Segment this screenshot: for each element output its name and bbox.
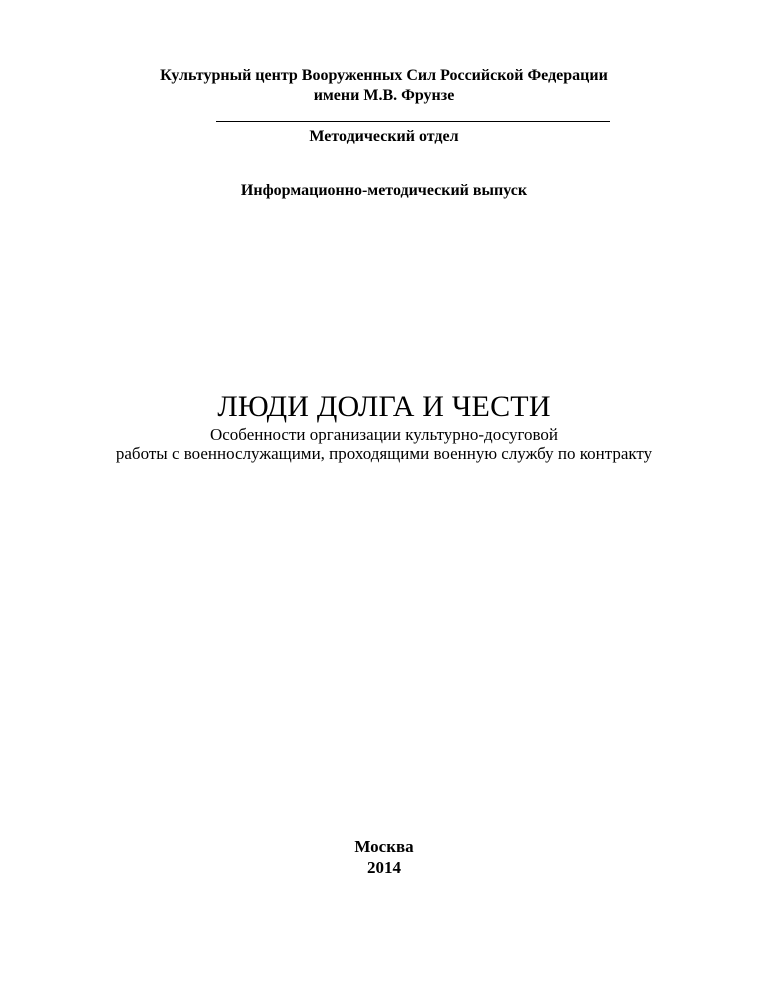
department-name: Методический отдел bbox=[309, 128, 459, 145]
publication-year: 2014 bbox=[367, 858, 401, 877]
issue-type: Информационно-методический выпуск bbox=[240, 182, 528, 199]
document-subtitle-line1: Особенности организации культурно-досуговой bbox=[209, 425, 559, 444]
header-divider bbox=[216, 121, 610, 122]
document-subtitle-line2: работы с военнослужащими, проходящими военную службу по контракту bbox=[115, 444, 653, 463]
document-title: ЛЮДИ ДОЛГА И ЧЕСТИ bbox=[217, 390, 551, 423]
organization-name-line1: Культурный центр Вооруженных Сил Российской Федерации bbox=[160, 67, 608, 84]
publication-city: Москва bbox=[354, 837, 414, 856]
organization-name-line2: имени М.В. Фрунзе bbox=[313, 87, 455, 104]
